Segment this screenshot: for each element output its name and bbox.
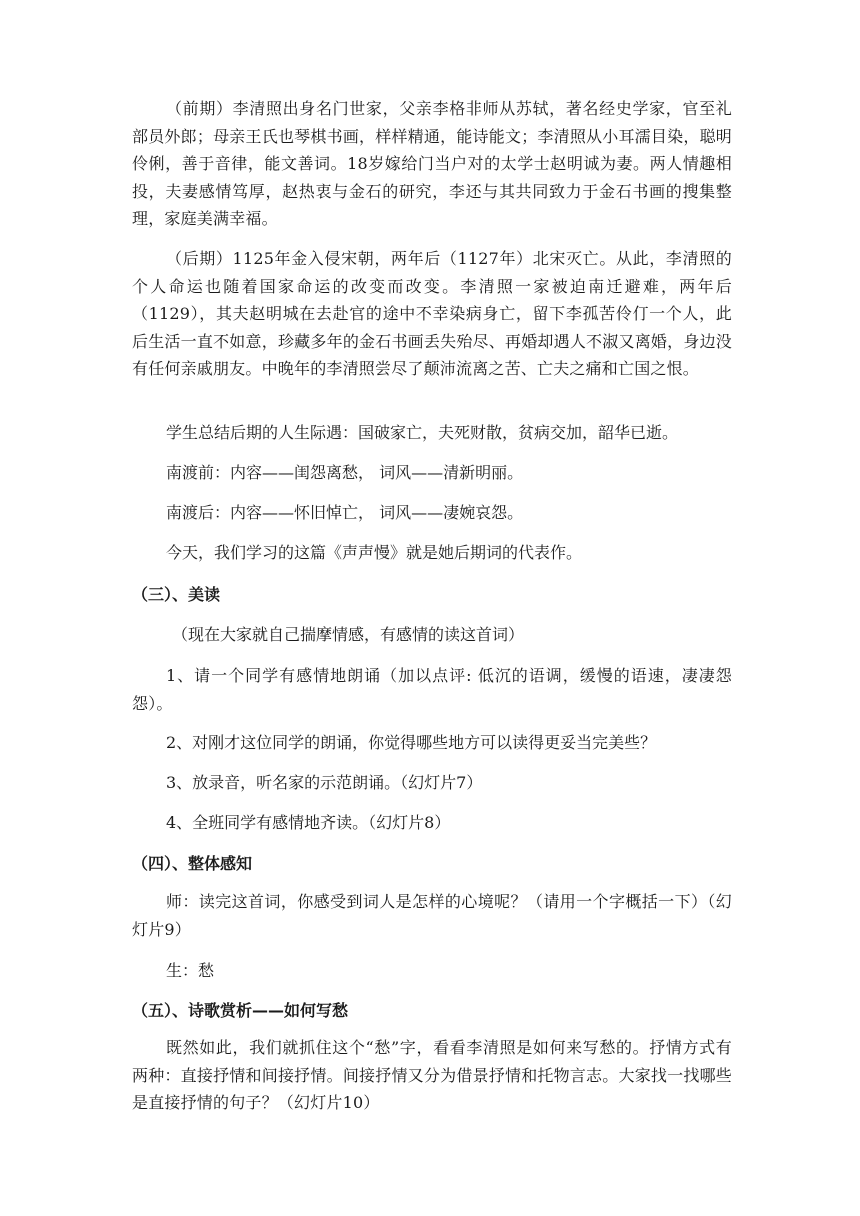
section4-teacher-question: 师：读完这首词，你感受到词人是怎样的心境呢？（请用一个字概括一下）（幻灯片9） bbox=[132, 892, 732, 939]
section4-student-answer: 生：愁 bbox=[166, 961, 215, 980]
section3-item-4: 4、全班同学有感情地齐读。（幻灯片8） bbox=[166, 813, 451, 832]
paragraph-today: 今天，我们学习的这篇《声声慢》就是她后期词的代表作。 bbox=[166, 543, 583, 562]
section3-intro: （现在大家就自己揣摩情感，有感情的读这首词） bbox=[172, 625, 525, 644]
section3-item-3: 3、放录音，听名家的示范朗诵。（幻灯片7） bbox=[166, 773, 483, 792]
section-heading-3: （三）、美读 bbox=[132, 585, 221, 604]
line-before-south: 南渡前：内容——闺怨离愁， 词风——清新明丽。 bbox=[166, 463, 524, 482]
section3-item-1: 1、请一个同学有感情地朗诵（加以点评: 低沉的语调，缓慢的语速，凄凄怨怨）。 bbox=[132, 666, 732, 713]
section3-item-2: 2、对刚才这位同学的朗诵，你觉得哪些地方可以读得更妥当完美些？ bbox=[166, 733, 657, 752]
section5-body: 既然如此，我们就抓住这个“愁”字，看看李清照是如何来写愁的。抒情方式有两种：直接抒情和间接抒情。间接抒情又分为借景抒情和托物言志。大家找一找哪些是直接抒情的句子？（幻灯片10） bbox=[132, 1038, 732, 1112]
section-heading-4: （四）、整体感知 bbox=[132, 854, 253, 873]
paragraph-late-life: （后期）1125年金入侵宋朝，两年后（1127年）北宋灭亡。从此，李清照的个人命运也随着国家命运的改变而改变。李清照一家被迫南迁避难，两年后（1129），其夫赵明城在去赴官的途中不幸染病身亡，留下李孤苦伶仃一个人，此后生活一直不如意，珍藏多年的金石书画丢失殆尽、再婚却遇人不淑又离婚，身边没有任何亲戚朋友。中晚年的李清照尝尽了颠沛流离之苦、亡夫之痛和亡国之恨。 bbox=[132, 249, 732, 378]
paragraph-summary: 学生总结后期的人生际遇：国破家亡，夫死财散，贫病交加，韶华已逝。 bbox=[166, 423, 679, 442]
line-after-south: 南渡后：内容——怀旧悼亡， 词风——凄婉哀怨。 bbox=[166, 503, 524, 522]
paragraph-early-life: （前期）李清照出身名门世家，父亲李格非师从苏轼，著名经史学家，官至礼部员外郎；母亲王氏也琴棋书画，样样精通，能诗能文；李清照从小耳濡目染，聪明伶俐，善于音律，能文善词。18岁嫁给门当户对的太学士赵明诚为妻。两人情趣相投，夫妻感情笃厚，赵热衷与金石的研究，李还与其共同致力于金石书画的搜集整理，家庭美满幸福。 bbox=[132, 99, 732, 228]
section-heading-5: （五）、诗歌赏析——如何写愁 bbox=[132, 1001, 349, 1020]
